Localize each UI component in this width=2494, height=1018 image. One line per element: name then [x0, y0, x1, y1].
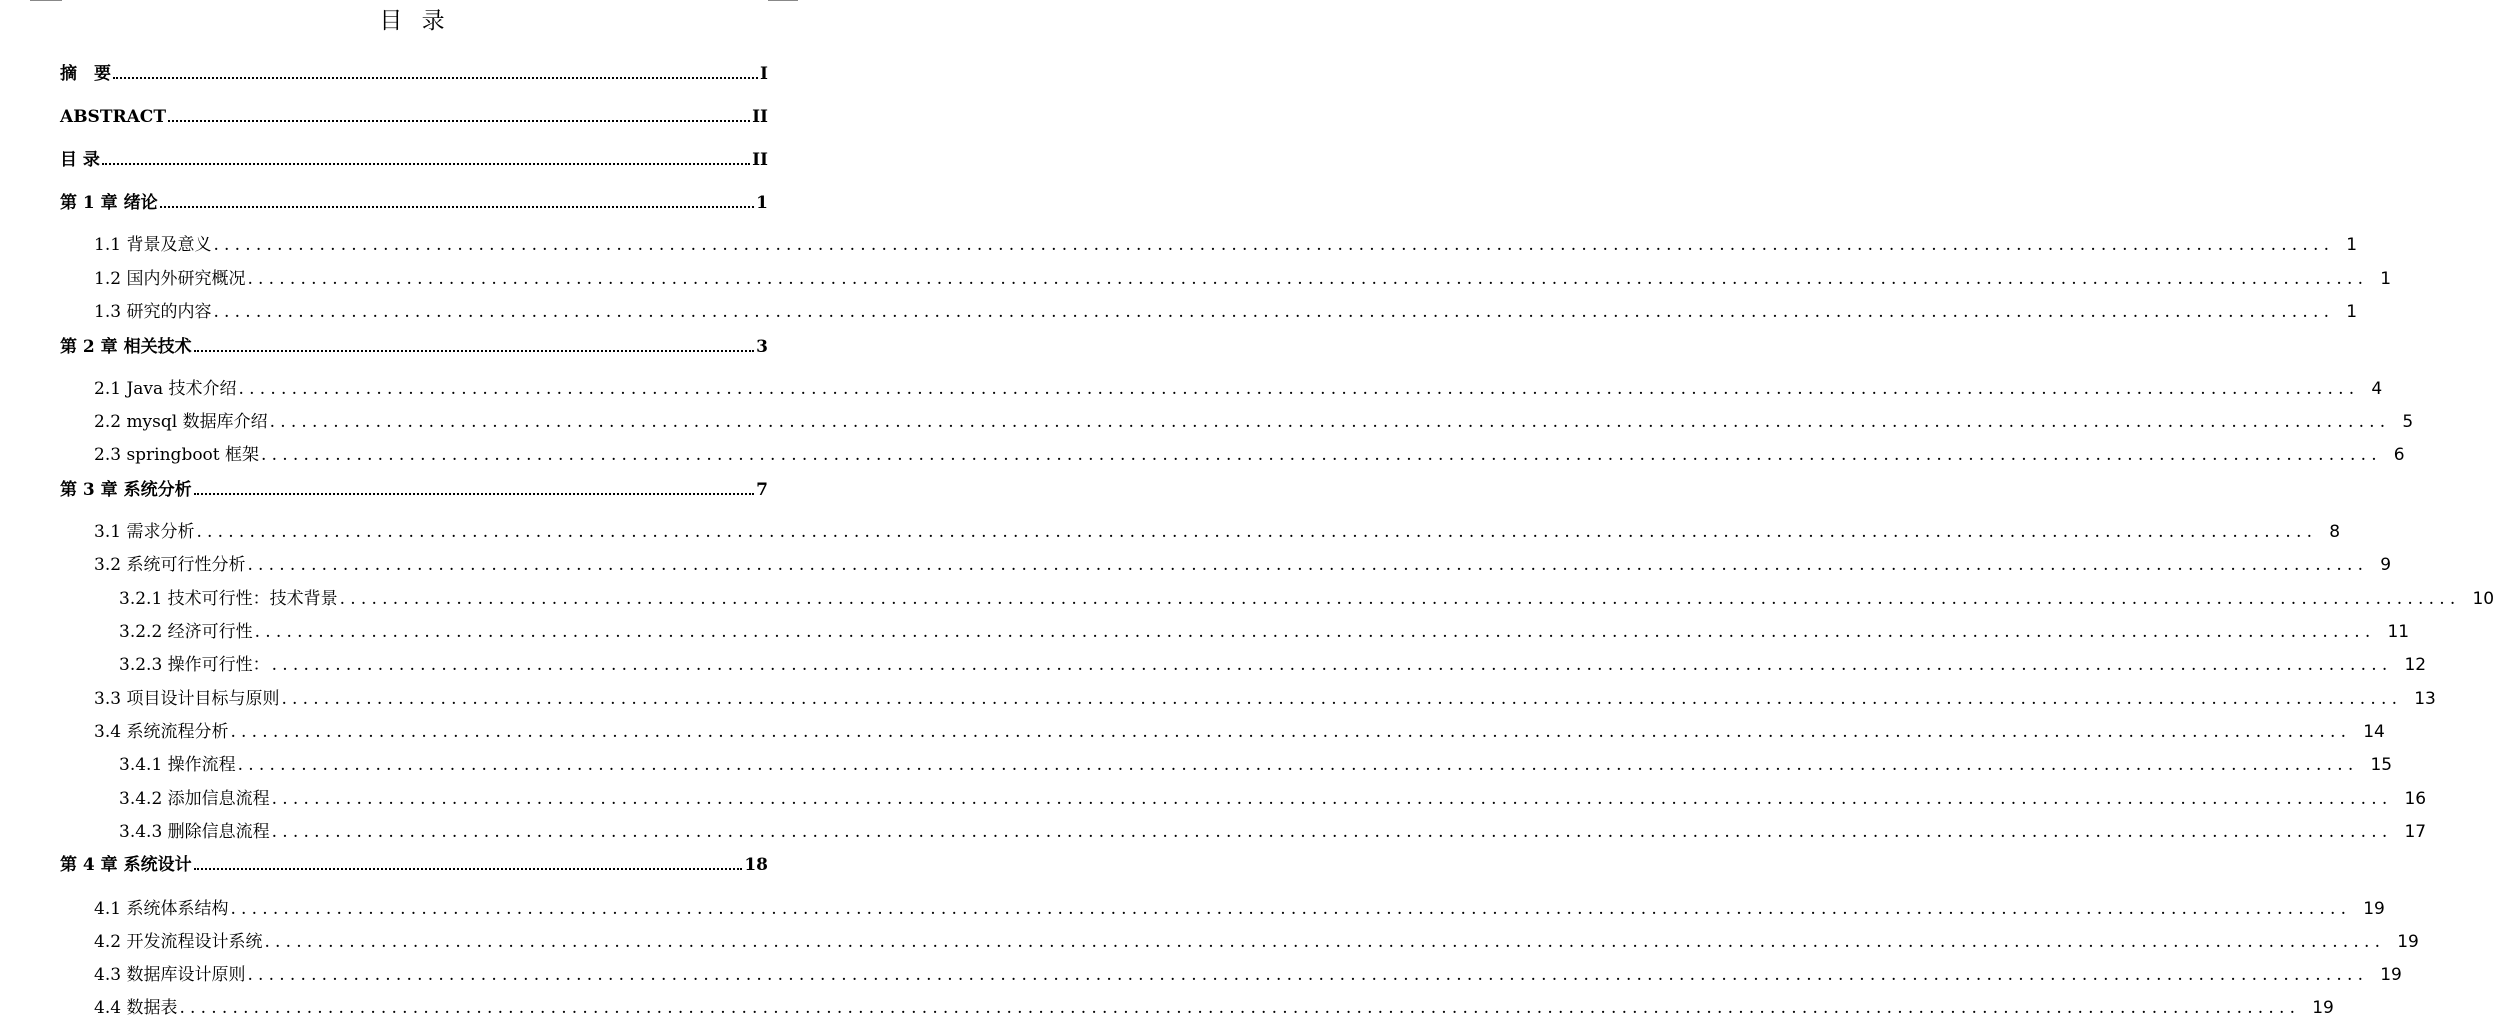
toc-entry[interactable] — [60, 103, 768, 127]
toc-entry-title: 4.4 数据表 — [94, 998, 178, 1018]
toc-entry[interactable] — [119, 818, 2427, 842]
toc-entry[interactable] — [60, 60, 768, 84]
toc-entry-title: 4.1 系统体系结构 — [94, 899, 229, 919]
toc-entry[interactable] — [119, 751, 2393, 775]
toc-entry[interactable] — [94, 895, 2385, 919]
dot-leader: ........................................................................................................................................................................................................ — [281, 689, 2403, 709]
dot-leader: ........................................................................................................................................................................................................ — [264, 932, 2386, 952]
toc-entry-title: 3.4.1 操作流程 — [119, 755, 236, 775]
dot-leader: ........................................................................................................................................................................................................ — [269, 412, 2391, 432]
dot-leader — [113, 73, 758, 79]
toc-entry-page-number: 12 — [2404, 655, 2427, 675]
dot-leader: ........................................................................................................................................................................................................ — [261, 445, 2382, 465]
toc-entry-page-number: 9 — [2380, 555, 2392, 575]
toc-entry-page-number: 1 — [756, 193, 768, 213]
dot-leader — [194, 346, 755, 352]
toc-entry-page-number: 10 — [2472, 589, 2494, 609]
toc-entry[interactable] — [94, 928, 2419, 952]
toc-entry-page-number: 11 — [2387, 622, 2410, 642]
dot-leader: ........................................................................................................................................................................................................ — [213, 235, 2335, 255]
dot-leader — [194, 864, 743, 870]
toc-entry-title: 3.4.2 添加信息流程 — [119, 789, 270, 809]
toc-entry-title: 第 3 章 系统分析 — [60, 480, 192, 500]
toc-entry[interactable] — [60, 333, 768, 357]
page-corner-mark-left — [30, 0, 62, 1]
toc-entry-page-number: 13 — [2414, 689, 2436, 709]
dot-leader: ........................................................................................................................................................................................................ — [271, 789, 2393, 809]
toc-entry[interactable] — [94, 298, 2358, 322]
toc-entry-page-number: 18 — [744, 855, 768, 875]
dot-leader — [168, 116, 750, 122]
toc-entry-title: 1.1 背景及意义 — [94, 235, 212, 255]
toc-entry[interactable] — [94, 961, 2402, 985]
dot-leader: ........................................................................................................................................................................................................ — [237, 755, 2359, 775]
dot-leader: ........................................................................................................................................................................................................ — [238, 379, 2360, 399]
toc-entry-title: 第 4 章 系统设计 — [60, 855, 192, 875]
dot-leader: ........................................................................................................................................................................................................ — [339, 589, 2461, 609]
dot-leader — [194, 489, 755, 495]
toc-entry[interactable] — [119, 618, 2410, 642]
toc-entry-title: 3.4 系统流程分析 — [94, 722, 229, 742]
toc-entry-title: 3.2 系统可行性分析 — [94, 555, 246, 575]
toc-entry-title: ABSTRACT — [60, 107, 166, 127]
toc-entry-page-number: 19 — [2380, 965, 2402, 985]
dot-leader: ........................................................................................................................................................................................................ — [179, 998, 2301, 1018]
toc-entry-title: 2.1 Java 技术介绍 — [94, 379, 237, 399]
toc-entry-page-number: 15 — [2370, 755, 2393, 775]
dot-leader: ........................................................................................................................................................................................................ — [230, 899, 2352, 919]
toc-entry-title: 1.3 研究的内容 — [94, 302, 212, 322]
toc-entry-title: 3.2.1 技术可行性：技术背景 — [119, 589, 338, 609]
toc-entry-title: 目 录 — [60, 150, 100, 170]
toc-entry[interactable] — [94, 408, 2414, 432]
dot-leader: ........................................................................................................................................................................................................ — [271, 822, 2393, 842]
toc-entry[interactable] — [60, 851, 768, 875]
dot-leader: ........................................................................................................................................................................................................ — [271, 655, 2393, 675]
toc-entry-page-number: 19 — [2397, 932, 2419, 952]
toc-entry[interactable] — [94, 231, 2358, 255]
toc-entry-title: 3.1 需求分析 — [94, 522, 195, 542]
toc-entry[interactable] — [94, 518, 2341, 542]
dot-leader — [102, 159, 750, 165]
toc-entry[interactable] — [119, 785, 2427, 809]
dot-leader: ........................................................................................................................................................................................................ — [247, 965, 2369, 985]
toc-entry-page-number: I — [760, 64, 768, 84]
toc-entry-page-number: 1 — [2346, 235, 2358, 255]
toc-entry-title: 4.2 开发流程设计系统 — [94, 932, 263, 952]
toc-entry-title: 第 1 章 绪论 — [60, 193, 158, 213]
toc-entry-page-number: 14 — [2363, 722, 2385, 742]
toc-entry-title: 4.3 数据库设计原则 — [94, 965, 246, 985]
toc-entry-title: 3.2.2 经济可行性 — [119, 622, 253, 642]
dot-leader: ........................................................................................................................................................................................................ — [247, 555, 2369, 575]
toc-entry-title: 2.3 springboot 框架 — [94, 445, 260, 465]
dot-leader: ........................................................................................................................................................................................................ — [254, 622, 2376, 642]
toc-entry-page-number: 4 — [2371, 379, 2383, 399]
dot-leader: ........................................................................................................................................................................................................ — [230, 722, 2352, 742]
toc-entry[interactable] — [119, 651, 2427, 675]
dot-leader: ........................................................................................................................................................................................................ — [196, 522, 2318, 542]
page-title: 目 录 — [379, 8, 451, 34]
toc-entry-title: 3.4.3 删除信息流程 — [119, 822, 270, 842]
toc-entry[interactable] — [94, 551, 2392, 575]
toc-entry-title: 第 2 章 相关技术 — [60, 337, 192, 357]
toc-entry-title: 3.2.3 操作可行性： — [119, 655, 270, 675]
toc-entry[interactable] — [119, 585, 2494, 609]
toc-entry[interactable] — [60, 146, 768, 170]
toc-entry[interactable] — [94, 441, 2405, 465]
toc-entry-page-number: 1 — [2380, 269, 2392, 289]
toc-entry-page-number: 6 — [2393, 445, 2405, 465]
toc-entry-title: 1.2 国内外研究概况 — [94, 269, 246, 289]
toc-entry-page-number: 3 — [756, 337, 768, 357]
toc-entry[interactable] — [94, 265, 2392, 289]
toc-entry[interactable] — [60, 189, 768, 213]
dot-leader: ........................................................................................................................................................................................................ — [213, 302, 2335, 322]
toc-entry-page-number: 19 — [2363, 899, 2385, 919]
toc-entry[interactable] — [94, 685, 2436, 709]
toc-entry-page-number: 1 — [2346, 302, 2358, 322]
toc-entry-page-number: 16 — [2404, 789, 2427, 809]
toc-entry-title: 2.2 mysql 数据库介绍 — [94, 412, 268, 432]
toc-entry-title: 3.3 项目设计目标与原则 — [94, 689, 280, 709]
dot-leader: ........................................................................................................................................................................................................ — [247, 269, 2369, 289]
toc-entry-page-number: 5 — [2402, 412, 2414, 432]
toc-entry-page-number: 17 — [2404, 822, 2427, 842]
toc-entry-page-number: 8 — [2329, 522, 2341, 542]
toc-entry-title: 摘 要 — [60, 64, 111, 84]
toc-entry-page-number: II — [752, 150, 768, 170]
toc-entry-page-number: II — [752, 107, 768, 127]
dot-leader — [160, 202, 755, 208]
page-corner-mark-right — [768, 0, 798, 1]
toc-entry[interactable] — [94, 375, 2383, 399]
toc-entry[interactable] — [60, 476, 768, 500]
toc-entry-page-number: 7 — [756, 480, 768, 500]
toc-entry[interactable] — [94, 718, 2385, 742]
toc-entry-page-number: 19 — [2312, 998, 2334, 1018]
toc-entry[interactable] — [94, 994, 2334, 1018]
